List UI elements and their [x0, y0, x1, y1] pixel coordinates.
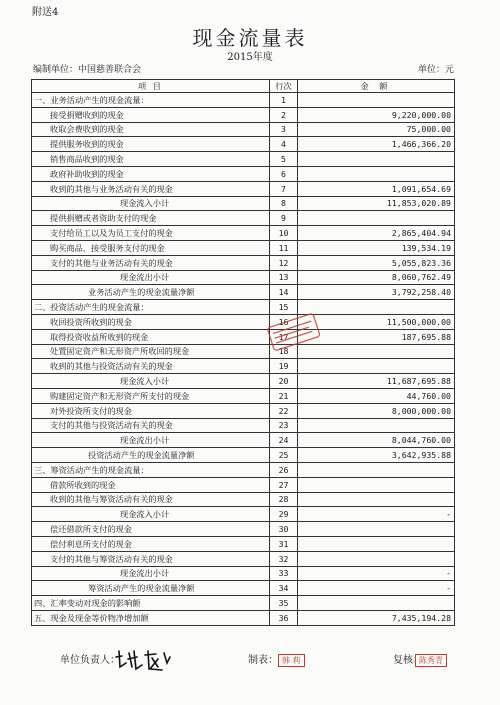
row-amount: 187,695.88: [298, 329, 455, 344]
cash-flow-table: [31, 79, 455, 626]
table-row: [32, 477, 455, 492]
row-item-label: 销售商品收到的现金: [32, 152, 270, 167]
row-amount: [298, 418, 455, 433]
table-row: [32, 329, 455, 344]
table-row: [32, 551, 455, 566]
report-year: 2015年度: [227, 52, 273, 63]
row-amount: 75,000.00: [298, 122, 455, 137]
row-line-number: 9: [270, 211, 298, 226]
table-row: [32, 93, 455, 108]
maker-label: 制表：: [248, 655, 278, 666]
row-item-label: 支付的其他与筹资活动有关的现金: [32, 551, 270, 566]
row-line-number: 24: [270, 433, 298, 448]
row-item-label: 购建固定资产和无形资产所支付的现金: [32, 388, 270, 403]
table-row: [32, 255, 455, 270]
row-amount: [298, 462, 455, 477]
row-line-number: 32: [270, 551, 298, 566]
row-item-label: 三、筹资活动产生的现金流量：: [32, 462, 270, 477]
row-item-label: 一、业务活动产生的现金流量：: [32, 93, 270, 108]
row-item-label: 收回投资所收到的现金: [32, 314, 270, 329]
row-line-number: 26: [270, 462, 298, 477]
row-item-label: 偿付利息所支付的现金: [32, 536, 270, 551]
table-row: [32, 314, 455, 329]
table-row: [32, 462, 455, 477]
row-item-label: 现金流入小计: [32, 507, 270, 522]
row-amount: [298, 551, 455, 566]
table-row: [32, 196, 455, 211]
row-item-label: 现金流出小计: [32, 566, 270, 581]
row-line-number: 36: [270, 610, 298, 625]
row-amount: 8,000,000.00: [298, 403, 455, 418]
table-row: [32, 181, 455, 196]
table-row: [32, 492, 455, 507]
row-item-label: 提供捐赠或者资助支付的现金: [32, 211, 270, 226]
table-row: [32, 211, 455, 226]
official-seal-stamp: [264, 312, 324, 354]
row-line-number: 2: [270, 107, 298, 122]
row-line-number: 5: [270, 152, 298, 167]
row-item-label: 收到的其他与投资活动有关的现金: [32, 359, 270, 374]
row-line-number: 22: [270, 403, 298, 418]
report-title: 现金流量表: [192, 26, 308, 50]
row-line-number: 6: [270, 166, 298, 181]
row-line-number: 17: [270, 329, 298, 344]
row-amount: [298, 596, 455, 611]
row-item-label: 购买商品、接受服务支付的现金: [32, 240, 270, 255]
table-row: [32, 596, 455, 611]
row-amount: -: [298, 581, 455, 596]
row-item-label: 投资活动产生的现金流量净额: [32, 448, 270, 463]
row-item-label: 现金流出小计: [32, 433, 270, 448]
row-line-number: 29: [270, 507, 298, 522]
row-amount: 44,760.00: [298, 388, 455, 403]
row-amount: [298, 536, 455, 551]
row-amount: [298, 359, 455, 374]
row-line-number: 8: [270, 196, 298, 211]
row-line-number: 28: [270, 492, 298, 507]
row-item-label: 收取会费收到的现金: [32, 122, 270, 137]
table-row: [32, 240, 455, 255]
row-amount: 2,865,404.94: [298, 226, 455, 241]
row-item-label: 处置固定资产和无形资产所收回的现金: [32, 344, 270, 359]
row-amount: 8,060,762.49: [298, 270, 455, 285]
row-amount: 8,044,760.00: [298, 433, 455, 448]
row-line-number: 31: [270, 536, 298, 551]
table-row: [32, 359, 455, 374]
row-item-label: 提供服务收到的现金: [32, 137, 270, 152]
currency-unit: 单位：元: [417, 65, 454, 75]
row-item-label: 业务活动产生的现金流量净额: [32, 285, 270, 300]
preparing-unit: 编制单位：中国慈善联合会: [33, 65, 142, 75]
row-line-number: 23: [270, 418, 298, 433]
row-line-number: 14: [270, 285, 298, 300]
table-row: [32, 344, 455, 359]
row-item-label: 现金流入小计: [32, 196, 270, 211]
row-amount: -: [298, 566, 455, 581]
row-line-number: 11: [270, 240, 298, 255]
row-item-label: 二、投资活动产生的现金流量：: [32, 300, 270, 315]
row-amount: 1,091,654.69: [298, 181, 455, 196]
row-line-number: 18: [270, 344, 298, 359]
row-item-label: 对外投资所支付的现金: [32, 403, 270, 418]
row-line-number: 25: [270, 448, 298, 463]
row-amount: [298, 93, 455, 108]
row-amount: 9,220,000.00: [298, 107, 455, 122]
row-line-number: 30: [270, 522, 298, 537]
row-item-label: 支付的其他与投资活动有关的现金: [32, 418, 270, 433]
table-row: [32, 610, 455, 625]
table-row: [32, 536, 455, 551]
row-line-number: 13: [270, 270, 298, 285]
table-row: [32, 507, 455, 522]
row-amount: 7,435,194.28: [298, 610, 455, 625]
row-amount: 1,466,366.20: [298, 137, 455, 152]
table-row: [32, 374, 455, 389]
table-row: [32, 403, 455, 418]
row-item-label: 四、汇率变动对现金的影响额: [32, 596, 270, 611]
maker-name-stamp: 韩 莉: [278, 654, 305, 667]
checker-label: 复核：: [393, 655, 423, 666]
row-line-number: 21: [270, 388, 298, 403]
row-line-number: 1: [270, 93, 298, 108]
column-header-amount: 金 额: [298, 80, 455, 93]
row-line-number: 3: [270, 122, 298, 137]
row-amount: [298, 492, 455, 507]
row-line-number: 16: [270, 314, 298, 329]
table-row: [32, 418, 455, 433]
row-amount: [298, 166, 455, 181]
table-row: [32, 388, 455, 403]
row-amount: [298, 477, 455, 492]
row-line-number: 20: [270, 374, 298, 389]
row-amount: -: [298, 507, 455, 522]
table-row: [32, 152, 455, 167]
row-item-label: 收到的其他与筹资活动有关的现金: [32, 492, 270, 507]
row-item-label: 借款所收到的现金: [32, 477, 270, 492]
row-amount: 3,792,258.40: [298, 285, 455, 300]
table-row: [32, 122, 455, 137]
row-item-label: 支付给员工以及为员工支付的现金: [32, 226, 270, 241]
row-line-number: 19: [270, 359, 298, 374]
table-row: [32, 285, 455, 300]
row-amount: 5,055,823.36: [298, 255, 455, 270]
row-item-label: 偿还借款所支付的现金: [32, 522, 270, 537]
table-row: [32, 166, 455, 181]
table-row: [32, 107, 455, 122]
table-row: [32, 522, 455, 537]
table-row: [32, 137, 455, 152]
table-row: [32, 448, 455, 463]
row-item-label: 收到的其他与业务活动有关的现金: [32, 181, 270, 196]
row-item-label: 筹资活动产生的现金流量净额: [32, 581, 270, 596]
row-item-label: 取得投资收益所收到的现金: [32, 329, 270, 344]
row-line-number: 33: [270, 566, 298, 581]
row-line-number: 34: [270, 581, 298, 596]
row-amount: [298, 152, 455, 167]
row-item-label: 现金流入小计: [32, 374, 270, 389]
table-row: [32, 433, 455, 448]
table-row: [32, 226, 455, 241]
row-amount: 11,687,695.88: [298, 374, 455, 389]
row-line-number: 35: [270, 596, 298, 611]
row-amount: [298, 522, 455, 537]
row-item-label: 政府补助收到的现金: [32, 166, 270, 181]
row-amount: 11,500,000.00: [298, 314, 455, 329]
attachment-label: 附送4: [32, 7, 59, 18]
table-row: [32, 300, 455, 315]
row-line-number: 15: [270, 300, 298, 315]
row-line-number: 27: [270, 477, 298, 492]
row-item-label: 接受捐赠收到的现金: [32, 107, 270, 122]
row-item-label: 五、现金及现金等价物净增加额: [32, 610, 270, 625]
table-header-row: [32, 80, 455, 93]
row-line-number: 4: [270, 137, 298, 152]
column-header-item: 项 目: [32, 80, 270, 93]
table-row: [32, 566, 455, 581]
column-header-line: 行次: [270, 80, 298, 93]
row-amount: 3,642,935.88: [298, 448, 455, 463]
handwritten-signature: [112, 645, 174, 673]
table-row: [32, 270, 455, 285]
row-amount: 139,534.19: [298, 240, 455, 255]
row-line-number: 7: [270, 181, 298, 196]
row-item-label: 现金流出小计: [32, 270, 270, 285]
row-amount: 11,853,020.89: [298, 196, 455, 211]
unit-head-label: 单位负责人：: [60, 655, 120, 666]
row-line-number: 12: [270, 255, 298, 270]
row-amount: [298, 211, 455, 226]
checker-name-stamp: 陈秀青: [415, 654, 447, 667]
table-row: [32, 581, 455, 596]
row-item-label: 支付的其他与业务活动有关的现金: [32, 255, 270, 270]
row-line-number: 10: [270, 226, 298, 241]
